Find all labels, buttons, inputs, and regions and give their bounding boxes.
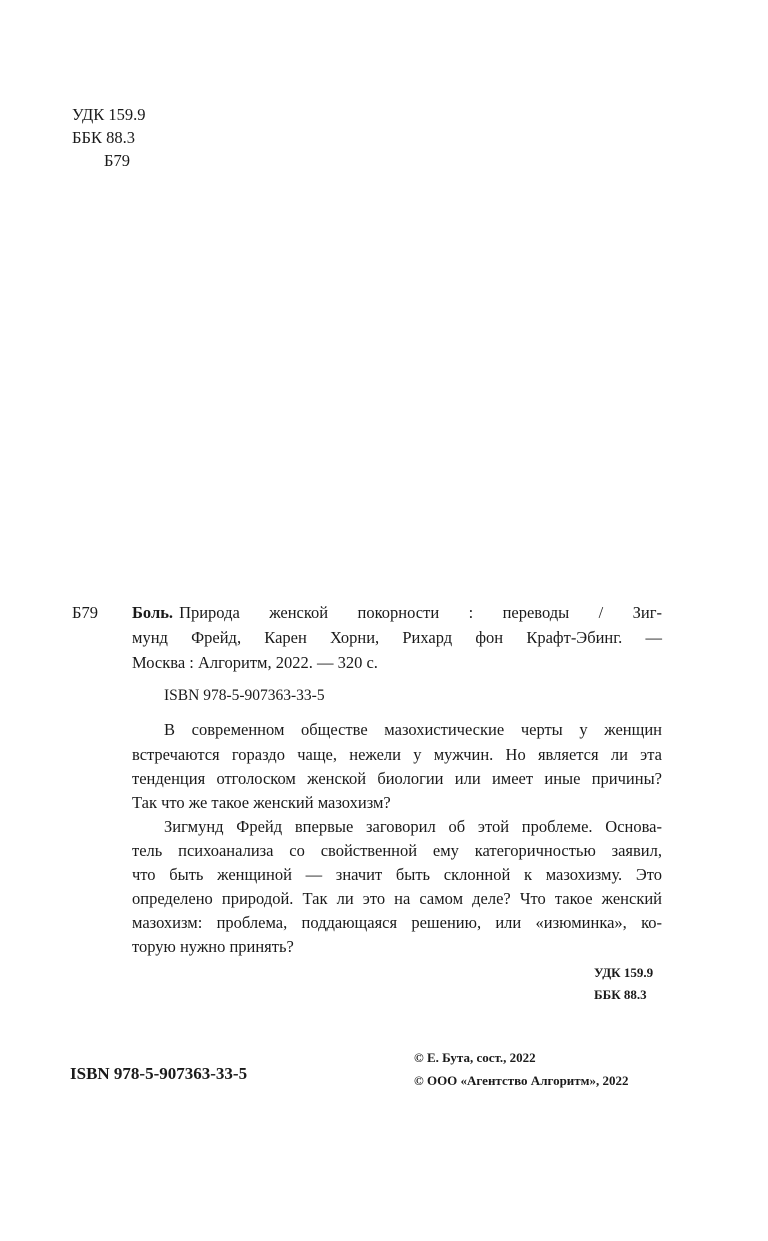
entry-line-1-rest: Природа женской покорности : переводы / Зиг- [179,603,662,622]
annotation-p2-line-3: что быть женщиной — значит быть склонной к мазохизму. Это [132,865,662,884]
entry-line-3: Москва : Алгоритм, 2022. — 320 с. [132,653,378,672]
annotation-p2-line-5: мазохизм: проблема, поддающаяся решению, или «изюминка», ко- [132,913,662,932]
udk-code-top: УДК 159.9 [72,105,146,124]
copyright-compiler: © Е. Бута, сост., 2022 [414,1050,536,1065]
annotation-p2-line-4: определено природой. Так ли это на самом деле? Что такое женский [132,889,662,908]
annotation-p1-line-2: встречаются гораздо чаще, нежели у мужчин. Но является ли эта [132,745,662,764]
bbk-code-bottom: ББК 88.3 [594,987,647,1002]
annotation-p1-line-1: В современном обществе мазохистические черты у женщин [164,720,662,739]
annotation-p2-line-2: тель психоанализа со свойственной ему категоричностью заявил, [132,841,662,860]
entry-line-1 [132,601,662,625]
annotation-p1-line-4: Так что же такое женский мазохизм? [132,793,391,812]
entry-isbn: ISBN 978-5-907363-33-5 [164,687,325,704]
bbk-code-top: ББК 88.3 [72,128,135,147]
author-mark-entry: Б79 [72,603,98,622]
udk-code-bottom: УДК 159.9 [594,965,654,980]
copyright-publisher: © ООО «Агентство Алгоритм», 2022 [414,1073,629,1088]
entry-title: Боль. [132,603,174,622]
entry-line-2: мунд Фрейд, Карен Хорни, Рихард фон Крафт-Эбинг. — [132,628,662,647]
author-mark-top: Б79 [104,151,130,170]
annotation-p2-line-6: торую нужно принять? [132,937,294,956]
isbn-main: ISBN 978-5-907363-33-5 [70,1064,248,1083]
annotation-p1-line-3: тенденция отголоском женской биологии или имеет иные причины? [132,769,662,788]
annotation-p2-line-1: Зигмунд Фрейд впервые заговорил об этой проблеме. Основа- [164,817,662,836]
